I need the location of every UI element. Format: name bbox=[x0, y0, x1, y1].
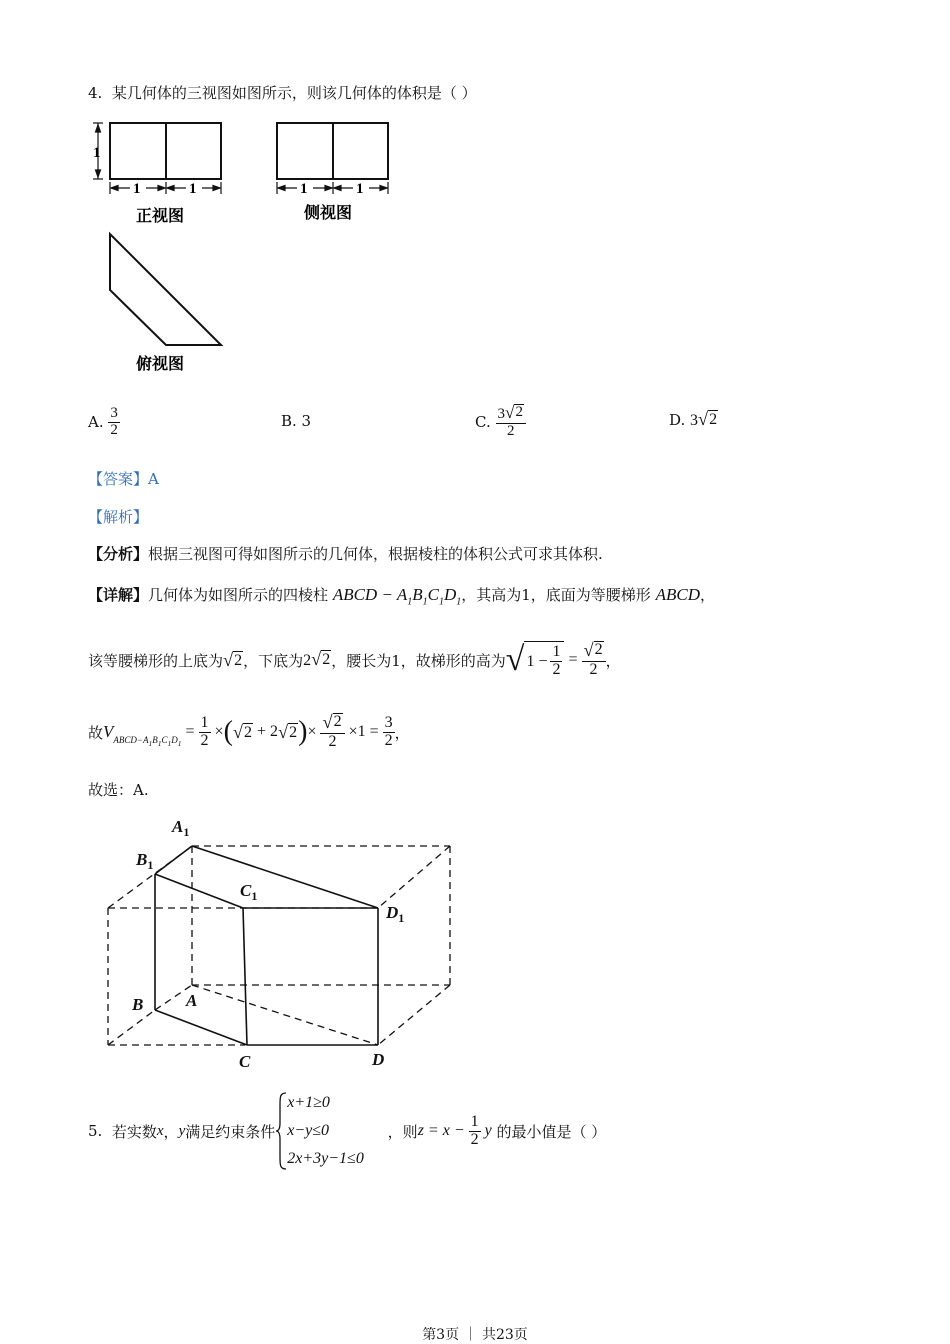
q4-stem bbox=[88, 82, 477, 103]
front-width-label-2: 1 bbox=[189, 181, 197, 197]
label-A1: $A_1$ bbox=[172, 817, 190, 839]
constraint-1: x+1≥0 bbox=[287, 1094, 330, 1111]
answer-value: A bbox=[148, 470, 159, 488]
front-height-label: 1 bbox=[93, 145, 101, 161]
prism-solid-edges bbox=[155, 846, 378, 1045]
constraint-system bbox=[275, 1089, 364, 1173]
xiangjie-line-3: 故 V $ABCD-A_1B_1C_1D_1$ = $\frac{1}{2}$ × ( √ 2 + 2 √ 2 ) × √ 2 2 ×1 = $\frac{3}{2}$ ， bbox=[88, 712, 410, 750]
option-a: A. $\frac{3}{2}$ bbox=[88, 404, 118, 438]
analysis-tag: 【解析】 bbox=[88, 508, 149, 526]
xiangjie-line-2: 该等腰梯形的上底为 √ 2 ，下底为 2 √ 2 ，腰长为1，故梯形的高为 √ 1 − $\frac{1}{2}$ = √ 2 2 ， bbox=[88, 640, 621, 678]
label-C: C bbox=[239, 1052, 251, 1071]
side-width-label-1: 1 bbox=[300, 181, 308, 197]
front-width-label-1: 1 bbox=[133, 181, 141, 197]
xiangjie-line-4: 故选：A. bbox=[88, 781, 149, 799]
label-D: D bbox=[372, 1050, 385, 1069]
side-view bbox=[277, 123, 388, 179]
constraint-2: x−y≤0 bbox=[287, 1122, 330, 1139]
option-c-fraction: 3 √ 2 2 bbox=[496, 404, 526, 440]
answer-line bbox=[88, 468, 159, 489]
label-D1: $D_1$ bbox=[386, 903, 405, 925]
q5-stem: 5. 若实数 x ， y 满足约束条件 x+1≥0 x−y≤0 2x+3y−1≤0 ，则 z = x − $\frac{1}{2}$ y 的最小值是（ ） bbox=[88, 1090, 606, 1172]
left-brace bbox=[275, 1091, 287, 1171]
side-width-label-2: 1 bbox=[356, 181, 364, 197]
front-view-label: 正视图 bbox=[136, 206, 185, 225]
option-d: D. 3 √ 2 bbox=[669, 409, 718, 429]
constraint-3: 2x+3y−1≤0 bbox=[287, 1150, 364, 1167]
option-c: C. 3 √ 2 2 bbox=[475, 398, 526, 446]
q4-number: 4. bbox=[88, 84, 103, 102]
q4-stem-text: 某几何体的三视图如图所示，则该几何体的体积是（ ） bbox=[111, 84, 477, 102]
prism-figure bbox=[100, 810, 470, 1080]
label-A: A bbox=[186, 991, 198, 1010]
fenxi-line: 【分析】根据三视图可得如图所示的几何体，根据棱柱的体积公式可求其体积. bbox=[88, 545, 603, 563]
side-view-label: 侧视图 bbox=[304, 203, 353, 222]
label-B1: $B_1$ bbox=[136, 850, 154, 872]
top-view-trapezoid bbox=[110, 234, 221, 345]
answer-tag: 【答案】 bbox=[88, 470, 149, 488]
front-view bbox=[110, 123, 221, 179]
option-b: B. 3 bbox=[281, 412, 312, 430]
three-views-figure bbox=[86, 112, 406, 377]
label-B: B bbox=[132, 995, 144, 1014]
top-view-label: 俯视图 bbox=[136, 354, 185, 373]
xiangjie-line-1: 【详解】几何体为如图所示的四棱柱 ABCD − $A_1B_1C_1D_1$，其高为1，底面为等腰梯形 ABCD， bbox=[88, 585, 715, 608]
q5-number: 5. bbox=[88, 1122, 103, 1140]
option-a-fraction: $\frac{3}{2}$ bbox=[110, 404, 118, 438]
page-footer: 第3页 ｜ 共23页 bbox=[422, 1327, 528, 1343]
label-C1: $C_1$ bbox=[240, 881, 258, 903]
